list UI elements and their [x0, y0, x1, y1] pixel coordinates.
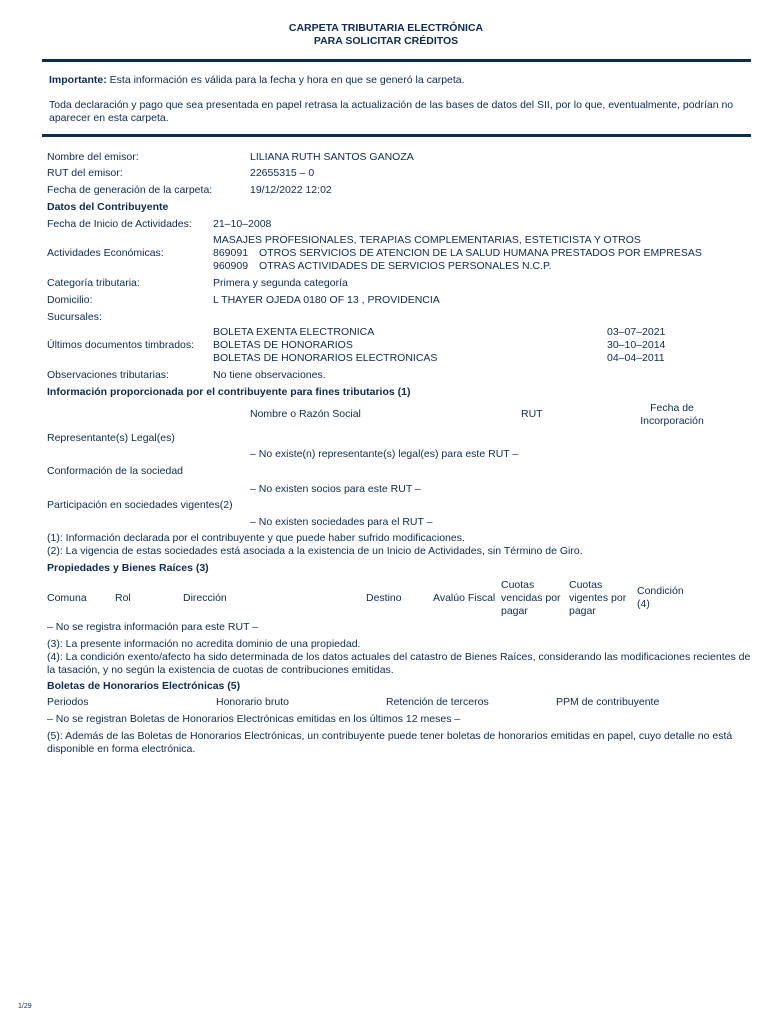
actividad-text: MASAJES PROFESIONALES, TERAPIAS COMPLEMENTARIAS, ESTETICISTA Y OTROS — [213, 234, 641, 246]
col-cuotas-vencidas-line1: Cuotas — [501, 579, 535, 591]
actividad-text: OTRAS ACTIVIDADES DE SERVICIOS PERSONALES N.C.P. — [259, 260, 552, 272]
documentos-label: Últimos documentos timbrados: — [47, 339, 195, 351]
col-cuotas-vigentes-line2: vigentes por — [569, 592, 627, 604]
inicio-actividades-value: 21–10–2008 — [213, 218, 272, 230]
col-avaluo-fiscal: Avalúo Fiscal — [433, 592, 496, 604]
col-direccion: Dirección — [183, 592, 227, 604]
col-ppm-contribuyente: PPM de contribuyente — [556, 696, 660, 708]
contribuyente-section-title: Datos del Contribuyente — [47, 201, 169, 213]
actividad-code: 960909 — [213, 260, 249, 272]
documento-name: BOLETA EXENTA ELECTRONICA — [213, 326, 375, 338]
col-destino: Destino — [366, 592, 402, 604]
categoria-value: Primera y segunda categoría — [213, 277, 348, 289]
actividades-label: Actividades Económicas: — [47, 247, 164, 259]
generation-date-value: 19/12/2022 12:02 — [250, 184, 332, 196]
emisor-rut-label: RUT del emisor: — [47, 167, 123, 179]
col-retencion-terceros: Retención de terceros — [386, 696, 489, 708]
col-cuotas-vigentes-line3: pagar — [569, 605, 596, 617]
note-4-line2: la tasación, y no según la existencia de cuotas de contribuciones emitidas. — [47, 664, 394, 676]
note-5-line1: (5): Además de las Boletas de Honorarios Electrónicas, un contribuyente puede tener boletas de honorarios emitidas en papel, cuyo detalle no está — [47, 730, 733, 742]
sucursales-label: Sucursales: — [47, 311, 102, 323]
document-title-line1: CARPETA TRIBUTARIA ELECTRÓNICA — [288, 22, 484, 34]
document-title-line2: PARA SOLICITAR CRÉDITOS — [313, 35, 459, 47]
actividad-item — [213, 247, 702, 259]
col-rol: Rol — [115, 592, 131, 604]
documento-date: 30–10–2014 — [607, 339, 666, 351]
actividad-code: 869091 — [213, 247, 249, 259]
propiedades-section-title: Propiedades y Bienes Raíces (3) — [47, 562, 209, 574]
info-section-title: Información proporcionada por el contribuyente para fines tributarios (1) — [47, 386, 411, 398]
col-cuotas-vencidas-line2: vencidas por — [501, 592, 561, 604]
col-condicion-line2: (4) — [637, 598, 650, 610]
col-cuotas-vigentes-line1: Cuotas — [569, 579, 603, 591]
categoria-label: Categoría tributaria: — [47, 277, 140, 289]
col-rut: RUT — [521, 408, 543, 420]
header-divider — [42, 59, 751, 62]
emisor-name-label: Nombre del emisor: — [47, 151, 139, 163]
paper-notice-line1: Toda declaración y pago que sea presentada en papel retrasa la actualización de las bases de datos del SII, por lo que, eventualmente, podrían no — [49, 99, 734, 111]
important-text: Esta información es válida para la fecha y hora en que se generó la carpeta. — [106, 74, 465, 86]
conformacion-empty: – No existen socios para este RUT – — [250, 483, 421, 495]
col-fecha-incorporacion-line2: Incorporación — [640, 415, 704, 427]
col-periodos: Periodos — [47, 696, 89, 708]
documento-name: BOLETAS DE HONORARIOS — [213, 339, 353, 351]
participacion-empty: – No existen sociedades para el RUT – — [250, 516, 433, 528]
boletas-section-title: Boletas de Honorarios Electrónicas (5) — [47, 680, 241, 692]
notice-divider — [42, 134, 751, 137]
col-cuotas-vencidas-line3: pagar — [501, 605, 528, 617]
col-fecha-incorporacion-line1: Fecha de — [650, 402, 694, 414]
col-honorario-bruto: Honorario bruto — [216, 696, 289, 708]
observaciones-value: No tiene observaciones. — [213, 369, 326, 381]
col-nombre-razon-social: Nombre o Razón Social — [250, 408, 361, 420]
documento-date: 04–04–2011 — [607, 352, 665, 364]
note-5-line2: disponible en forma electrónica. — [47, 743, 196, 755]
domicilio-label: Domicilio: — [47, 294, 93, 306]
boletas-empty: – No se registran Boletas de Honorarios Electrónicas emitidas en los últimos 12 meses – — [47, 713, 461, 725]
representantes-label: Representante(s) Legal(es) — [47, 432, 175, 444]
col-comuna: Comuna — [47, 592, 87, 604]
page-number: 1/29 — [18, 1003, 32, 1010]
actividad-item — [213, 234, 641, 246]
documento-date: 03–07–2021 — [607, 326, 666, 338]
paper-notice-line2: aparecer en esta carpeta. — [49, 112, 169, 124]
note-3: (3): La presente información no acredita dominio de una propiedad. — [47, 638, 361, 650]
propiedades-empty: – No se registra información para este RUT – — [47, 621, 259, 633]
note-2: (2): La vigencia de estas sociedades está asociada a la existencia de un Inicio de Actividades, sin Término de Giro. — [47, 545, 583, 557]
inicio-actividades-label: Fecha de Inicio de Actividades: — [47, 218, 192, 230]
participacion-label: Participación en sociedades vigentes(2) — [47, 499, 233, 511]
important-label: Importante: — [49, 74, 107, 86]
note-4-line1: (4): La condición exento/afecto ha sido determinada de los datos actuales del catastro de Bienes Raíces, considerando las modificaciones recientes de — [47, 651, 751, 663]
domicilio-value: L THAYER OJEDA 0180 OF 13 , PROVIDENCIA — [213, 294, 440, 306]
emisor-rut-value: 22655315 – 0 — [250, 167, 315, 179]
emisor-name-value: LILIANA RUTH SANTOS GANOZA — [250, 151, 414, 163]
documento-name: BOLETAS DE HONORARIOS ELECTRONICAS — [213, 352, 438, 364]
observaciones-label: Observaciones tributarias: — [47, 369, 169, 381]
actividad-text: OTROS SERVICIOS DE ATENCION DE LA SALUD HUMANA PRESTADOS POR EMPRESAS — [259, 247, 702, 259]
note-1: (1): Información declarada por el contribuyente y que puede haber sufrido modificaciones. — [47, 532, 465, 544]
representantes-empty: – No existe(n) representante(s) legal(es) para este RUT – — [250, 448, 519, 460]
actividad-item — [213, 260, 552, 272]
generation-date-label: Fecha de generación de la carpeta: — [47, 184, 213, 196]
conformacion-label: Conformación de la sociedad — [47, 465, 183, 477]
col-condicion-line1: Condición — [637, 585, 684, 597]
important-notice — [49, 74, 465, 86]
